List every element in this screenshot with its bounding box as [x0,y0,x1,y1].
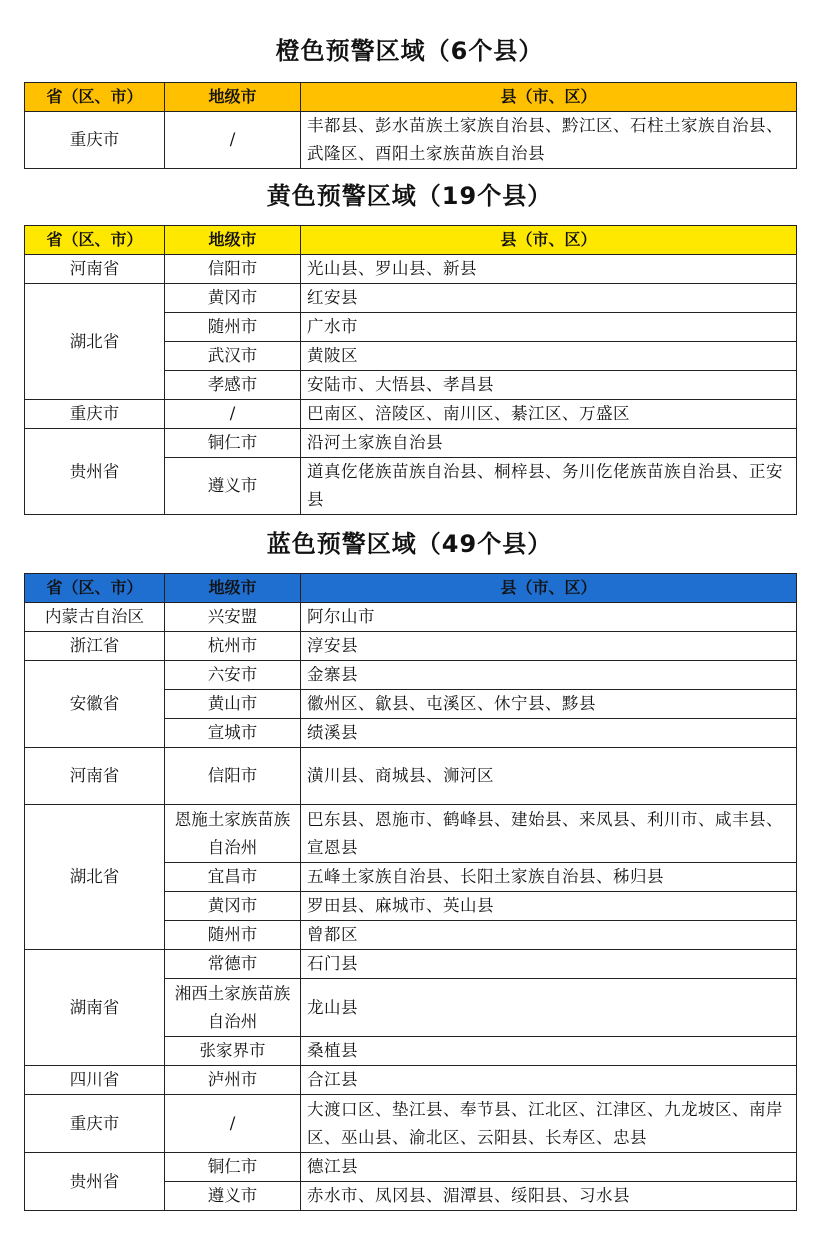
table-row [25,1153,797,1182]
county-cell: 石门县 [301,950,797,979]
city-cell: 信阳市 [165,748,301,805]
province-cell: 湖北省 [25,284,165,400]
county-cell: 巴东县、恩施市、鹤峰县、建始县、来凤县、利川市、咸丰县、宣恩县 [301,805,797,863]
table-row [25,661,797,690]
header-county: 县（市、区） [301,226,797,255]
table-header-row [25,574,797,603]
city-cell: 随州市 [165,921,301,950]
county-cell: 龙山县 [301,979,797,1037]
city-cell: 遵义市 [165,1182,301,1211]
province-cell: 安徽省 [25,661,165,748]
header-province: 省（区、市） [25,574,165,603]
county-cell: 徽州区、歙县、屯溪区、休宁县、黟县 [301,690,797,719]
county-cell: 黄陂区 [301,342,797,371]
province-cell: 重庆市 [25,400,165,429]
county-cell: 道真仡佬族苗族自治县、桐梓县、务川仡佬族苗族自治县、正安县 [301,458,797,515]
province-cell: 重庆市 [25,1095,165,1153]
county-cell: 广水市 [301,313,797,342]
city-cell: 遵义市 [165,458,301,515]
city-cell: 兴安盟 [165,603,301,632]
header-province: 省（区、市） [25,83,165,112]
county-cell: 阿尔山市 [301,603,797,632]
city-cell: 恩施土家族苗族自治州 [165,805,301,863]
table-header-row [25,226,797,255]
province-cell: 河南省 [25,255,165,284]
city-cell: 黄冈市 [165,892,301,921]
table-row [25,1066,797,1095]
blue-section-title: 蓝色预警区域（49个县） [266,530,553,558]
table-row [25,284,797,313]
city-cell: 黄山市 [165,690,301,719]
city-cell: / [165,112,301,169]
province-cell: 湖北省 [25,805,165,950]
table-row [25,1095,797,1153]
county-cell: 桑植县 [301,1037,797,1066]
table-row [25,950,797,979]
city-cell: 常德市 [165,950,301,979]
county-cell: 沿河土家族自治县 [301,429,797,458]
city-cell: 黄冈市 [165,284,301,313]
header-county: 县（市、区） [301,83,797,112]
table-row [25,429,797,458]
city-cell: 杭州市 [165,632,301,661]
city-cell: 六安市 [165,661,301,690]
table-row [25,603,797,632]
county-cell: 合江县 [301,1066,797,1095]
city-cell: 泸州市 [165,1066,301,1095]
province-cell: 贵州省 [25,429,165,515]
table-row [25,632,797,661]
county-cell: 红安县 [301,284,797,313]
city-cell: 武汉市 [165,342,301,371]
county-cell: 德江县 [301,1153,797,1182]
header-city: 地级市 [165,226,301,255]
city-cell: 张家界市 [165,1037,301,1066]
header-city: 地级市 [165,574,301,603]
blue-warning-table [24,573,797,1211]
county-cell: 金寨县 [301,661,797,690]
table-row [25,400,797,429]
province-cell: 内蒙古自治区 [25,603,165,632]
city-cell: 孝感市 [165,371,301,400]
city-cell: 随州市 [165,313,301,342]
table-header-row [25,83,797,112]
province-cell: 重庆市 [25,112,165,169]
county-cell: 潢川县、商城县、浉河区 [301,748,797,805]
city-cell: 铜仁市 [165,1153,301,1182]
orange-warning-table [24,82,797,169]
county-cell: 大渡口区、垫江县、奉节县、江北区、江津区、九龙坡区、南岸区、巫山县、渝北区、云阳县、长寿区、忠县 [301,1095,797,1153]
county-cell: 五峰土家族自治县、长阳土家族自治县、秭归县 [301,863,797,892]
county-cell: 巴南区、涪陵区、南川区、綦江区、万盛区 [301,400,797,429]
orange-section-title: 橙色预警区域（6个县） [275,37,544,65]
header-county: 县（市、区） [301,574,797,603]
header-city: 地级市 [165,83,301,112]
county-cell: 绩溪县 [301,719,797,748]
table-row [25,255,797,284]
city-cell: 铜仁市 [165,429,301,458]
province-cell: 贵州省 [25,1153,165,1211]
city-cell: 宜昌市 [165,863,301,892]
county-cell: 赤水市、凤冈县、湄潭县、绥阳县、习水县 [301,1182,797,1211]
county-cell: 曾都区 [301,921,797,950]
table-row [25,805,797,863]
county-cell: 淳安县 [301,632,797,661]
city-cell: / [165,1095,301,1153]
yellow-section-title: 黄色预警区域（19个县） [266,182,553,210]
city-cell: 信阳市 [165,255,301,284]
header-province: 省（区、市） [25,226,165,255]
table-row [25,112,797,169]
county-cell: 光山县、罗山县、新县 [301,255,797,284]
table-row [25,748,797,805]
province-cell: 四川省 [25,1066,165,1095]
county-cell: 安陆市、大悟县、孝昌县 [301,371,797,400]
city-cell: 宣城市 [165,719,301,748]
city-cell: 湘西土家族苗族自治州 [165,979,301,1037]
county-cell: 罗田县、麻城市、英山县 [301,892,797,921]
yellow-warning-table [24,225,797,515]
city-cell: / [165,400,301,429]
province-cell: 湖南省 [25,950,165,1066]
county-cell: 丰都县、彭水苗族土家族自治县、黔江区、石柱土家族自治县、武隆区、酉阳土家族苗族自治县 [301,112,797,169]
province-cell: 河南省 [25,748,165,805]
province-cell: 浙江省 [25,632,165,661]
